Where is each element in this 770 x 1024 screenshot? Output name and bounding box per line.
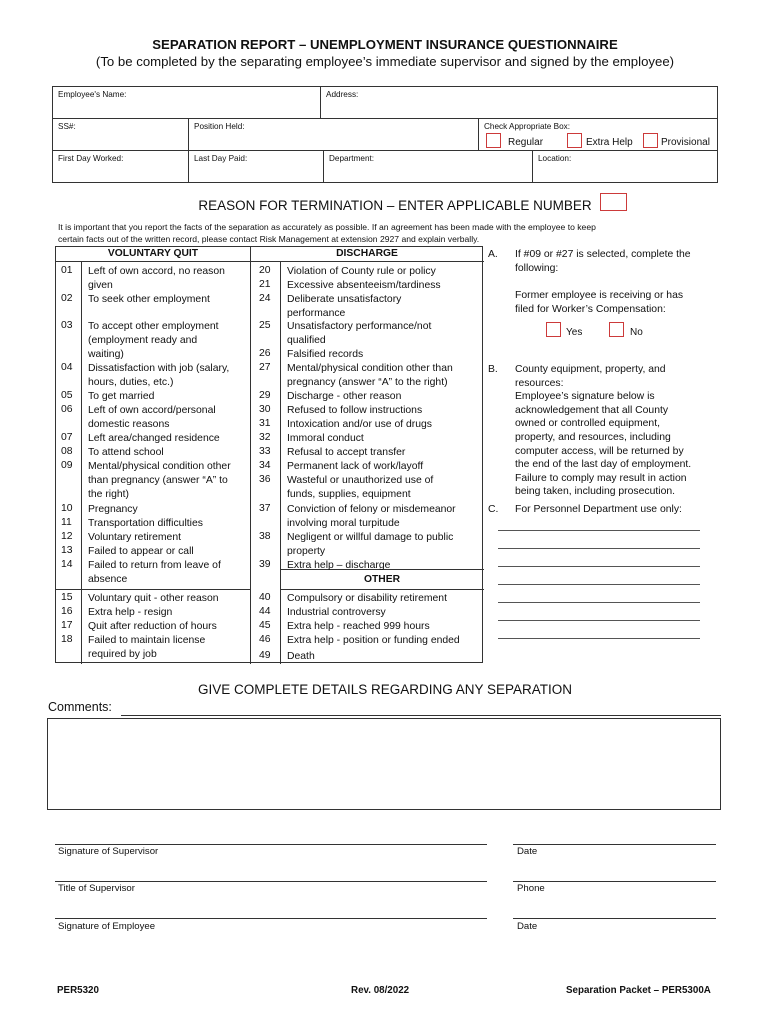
voluntary-reason-line: the right) <box>88 488 130 500</box>
first-day-field[interactable] <box>53 151 189 182</box>
section-a-former-line: Former employee is receiving or has <box>515 290 684 301</box>
voluntary-code: 08 <box>61 446 73 457</box>
voluntary-code: 07 <box>61 432 73 443</box>
location-label: Location: <box>538 154 572 163</box>
location-field[interactable] <box>533 151 717 182</box>
voluntary-reason <box>88 606 248 620</box>
last-day-field[interactable] <box>189 151 324 182</box>
voluntary-reason-line: Quit after reduction of hours <box>88 621 217 632</box>
other-reason <box>287 592 483 606</box>
comments-textarea[interactable] <box>47 718 721 810</box>
table-divider <box>280 261 281 664</box>
supervisor-signature-label: Signature of Supervisor <box>58 846 159 857</box>
discharge-reason-line: Immoral conduct <box>287 433 364 444</box>
voluntary-reason-line: required by job <box>88 648 157 660</box>
discharge-reason-line: Intoxication and/or use of drugs <box>287 419 432 430</box>
voluntary-code: 10 <box>61 503 73 514</box>
reason-title: REASON FOR TERMINATION – ENTER APPLICABLE NUMBER <box>198 198 592 213</box>
other-reason <box>287 606 483 620</box>
discharge-code: 26 <box>259 348 271 359</box>
voluntary-reason-line: Failed to appear or call <box>88 546 194 557</box>
voluntary-code: 12 <box>61 531 73 542</box>
discharge-reason <box>287 362 483 390</box>
address-label: Address: <box>326 90 359 99</box>
other-reason-line: Compulsory or disability retirement <box>287 593 447 604</box>
voluntary-reason <box>88 592 248 606</box>
other-code: 44 <box>259 606 271 617</box>
personnel-use-line[interactable] <box>498 530 700 531</box>
discharge-code: 36 <box>259 474 271 485</box>
section-b-line: resources: <box>515 377 564 389</box>
discharge-code: 21 <box>259 279 271 290</box>
voluntary-reason <box>88 362 248 390</box>
voluntary-reason-line: To get married <box>88 391 155 402</box>
discharge-reason-line: Refused to follow instructions <box>287 405 423 416</box>
discharge-reason-line: Refusal to accept transfer <box>287 447 406 458</box>
discharge-reason-line: Falsified records <box>287 349 364 360</box>
voluntary-reason <box>88 517 248 531</box>
section-b-line: County equipment, property, and <box>515 364 666 375</box>
discharge-reason <box>287 503 483 531</box>
employee-name-label: Employee's Name: <box>58 90 127 99</box>
reason-code-table <box>55 246 483 663</box>
section-a-letter: A. <box>488 249 498 260</box>
voluntary-reason <box>88 404 248 432</box>
employee-signature-label: Signature of Employee <box>58 921 156 932</box>
form-title: SEPARATION REPORT – UNEMPLOYMENT INSURANCE QUESTIONNAIRE <box>152 37 618 52</box>
table-divider <box>280 589 484 590</box>
section-a-line: following: <box>515 262 559 274</box>
department-field[interactable] <box>324 151 533 182</box>
voluntary-code: 18 <box>61 634 73 645</box>
discharge-code: 20 <box>259 265 271 276</box>
voluntary-reason <box>88 265 248 293</box>
voluntary-reason-line: Failed to return from leave of <box>88 560 221 571</box>
extra-help-label: Extra Help <box>586 137 633 148</box>
section-b-line: owned or controlled equipment, <box>515 418 660 430</box>
other-reason-line: Industrial controversy <box>287 607 386 618</box>
other-code: 40 <box>259 592 271 603</box>
discharge-reason-line: involving moral turpitude <box>287 517 400 529</box>
provisional-checkbox[interactable] <box>643 133 658 148</box>
other-reason <box>287 620 483 634</box>
other-reason-line: Extra help - position or funding ended <box>287 635 460 646</box>
employee-info-grid <box>52 86 718 183</box>
section-a-line: If #09 or #27 is selected, complete the <box>515 249 691 260</box>
voluntary-reason-line: To accept other employment <box>88 321 219 332</box>
position-field[interactable] <box>189 119 479 151</box>
discharge-reason-line: qualified <box>287 334 326 346</box>
section-b-line: Failure to comply may result in action <box>515 472 687 484</box>
voluntary-code: 03 <box>61 320 73 331</box>
discharge-reason <box>287 320 483 348</box>
supervisor-signature-line[interactable] <box>55 844 487 845</box>
discharge-reason-line: Permanent lack of work/layoff <box>287 461 424 472</box>
reason-note-line-1: It is important that you report the facts of the separation as accurately as possible. If an agreement has been made with the employee to keep <box>58 222 596 232</box>
personnel-use-line[interactable] <box>498 548 700 549</box>
regular-checkbox[interactable] <box>486 133 501 148</box>
employee-name-field[interactable] <box>53 87 321 119</box>
date-line-1[interactable] <box>513 844 716 845</box>
discharge-reason <box>287 279 483 293</box>
voluntary-reason-line: hours, duties, etc.) <box>88 376 174 388</box>
voluntary-code: 05 <box>61 390 73 401</box>
yes-label: Yes <box>566 327 583 338</box>
discharge-reason <box>287 418 483 432</box>
personnel-use-line[interactable] <box>498 602 700 603</box>
personnel-use-line[interactable] <box>498 566 700 567</box>
footer-revision: Rev. 08/2022 <box>351 985 410 996</box>
other-header: OTHER <box>363 574 401 585</box>
personnel-use-line[interactable] <box>498 638 700 639</box>
voluntary-reason <box>88 559 248 587</box>
discharge-code: 29 <box>259 390 271 401</box>
voluntary-reason-line: (employment ready and <box>88 334 198 346</box>
section-a-text <box>515 248 691 275</box>
date-line-2[interactable] <box>513 918 716 919</box>
other-code: 46 <box>259 634 271 645</box>
discharge-reason-line: Unsatisfactory performance/not <box>287 321 432 332</box>
table-divider <box>81 261 82 664</box>
other-reason <box>287 650 483 664</box>
provisional-label: Provisional <box>661 137 710 148</box>
voluntary-reason-line: Left of own accord/personal <box>88 405 216 416</box>
voluntary-code: 15 <box>61 592 73 603</box>
section-b-line: Employee’s signature below is <box>515 391 655 403</box>
discharge-reason-line: Mental/physical condition other than <box>287 363 453 374</box>
discharge-code: 33 <box>259 446 271 457</box>
discharge-reason-line: funds, supplies, equipment <box>287 488 411 500</box>
voluntary-code: 04 <box>61 362 73 373</box>
section-c-text: For Personnel Department use only: <box>515 504 682 515</box>
voluntary-code: 09 <box>61 460 73 471</box>
voluntary-reason <box>88 460 248 501</box>
employee-signature-line[interactable] <box>55 918 487 919</box>
first-day-label: First Day Worked: <box>58 154 124 163</box>
employment-type-field <box>479 119 717 151</box>
section-a-former-line: filed for Worker’s Compensation: <box>515 303 666 315</box>
voluntary-reason-line: Dissatisfaction with job (salary, <box>88 363 230 374</box>
discharge-code: 31 <box>259 418 271 429</box>
discharge-code: 24 <box>259 293 271 304</box>
reason-note <box>58 221 718 245</box>
voluntary-reason-line: Voluntary retirement <box>88 532 181 543</box>
ss-field[interactable] <box>53 119 189 151</box>
section-c-letter: C. <box>488 504 499 515</box>
discharge-code: 38 <box>259 531 271 542</box>
voluntary-code: 14 <box>61 559 73 570</box>
reason-number-box[interactable] <box>600 193 627 211</box>
voluntary-reason-line: Voluntary quit - other reason <box>88 593 219 604</box>
discharge-code: 25 <box>259 320 271 331</box>
reason-note-line-2: certain facts out of the written record, please contact Risk Management at extension 2927 and explain verbally. <box>58 234 480 244</box>
table-divider <box>56 261 484 262</box>
voluntary-code: 16 <box>61 606 73 617</box>
discharge-code: 37 <box>259 503 271 514</box>
section-b-line: the end of the last day of employment. <box>515 459 692 471</box>
discharge-reason <box>287 265 483 279</box>
comments-underline <box>121 715 721 716</box>
voluntary-reason-line: Left of own accord, no reason <box>88 266 225 277</box>
discharge-reason <box>287 559 483 573</box>
voluntary-code: 02 <box>61 293 73 304</box>
section-b-text <box>515 363 691 499</box>
phone-label: Phone <box>517 883 545 894</box>
discharge-reason-line: Violation of County rule or policy <box>287 266 436 277</box>
no-label: No <box>630 327 643 338</box>
discharge-reason <box>287 460 483 474</box>
table-divider <box>250 247 251 664</box>
discharge-code: 39 <box>259 559 271 570</box>
date-label-2: Date <box>517 921 538 932</box>
discharge-reason <box>287 474 483 502</box>
regular-label: Regular <box>508 137 544 148</box>
form-subtitle: (To be completed by the separating employee’s immediate supervisor and signed by the employee) <box>95 54 675 69</box>
section-b-line: computer access, will be returned by <box>515 445 684 457</box>
position-label: Position Held: <box>194 122 245 131</box>
no-checkbox[interactable] <box>609 322 624 337</box>
discharge-reason-line: performance <box>287 307 346 319</box>
section-b-line: property, and resources, including <box>515 431 671 443</box>
check-box-label: Check Appropriate Box: <box>484 122 571 131</box>
footer-packet: Separation Packet – PER5300A <box>566 985 711 996</box>
voluntary-reason <box>88 620 248 634</box>
extra-help-checkbox[interactable] <box>567 133 582 148</box>
personnel-use-line[interactable] <box>498 620 700 621</box>
section-b-letter: B. <box>488 364 498 375</box>
supervisor-title-label: Title of Supervisor <box>58 883 135 894</box>
other-reason-line: Extra help - reached 999 hours <box>287 621 430 632</box>
details-title: GIVE COMPLETE DETAILS REGARDING ANY SEPARATION <box>197 682 573 697</box>
date-label-1: Date <box>517 846 538 857</box>
discharge-reason <box>287 293 483 321</box>
footer-form-number: PER5320 <box>57 985 99 996</box>
voluntary-reason-line: Pregnancy <box>88 504 138 515</box>
section-b-line: acknowledgement that all County <box>515 404 669 416</box>
voluntary-reason <box>88 503 248 517</box>
discharge-reason-line: property <box>287 545 326 557</box>
discharge-reason-line: Conviction of felony or misdemeanor <box>287 504 456 515</box>
voluntary-reason-line: Mental/physical condition other <box>88 461 231 472</box>
discharge-reason <box>287 432 483 446</box>
voluntary-reason <box>88 432 248 446</box>
voluntary-quit-header: VOLUNTARY QUIT <box>107 248 199 259</box>
address-field[interactable] <box>321 87 717 119</box>
other-code: 45 <box>259 620 271 631</box>
other-reason-line: Death <box>287 651 315 662</box>
discharge-reason <box>287 404 483 418</box>
voluntary-reason-line: given <box>88 279 113 291</box>
voluntary-reason-line: Failed to maintain license <box>88 635 206 646</box>
discharge-reason-line: Excessive absenteeism/tardiness <box>287 280 441 291</box>
discharge-code: 32 <box>259 432 271 443</box>
discharge-code: 34 <box>259 460 271 471</box>
other-code: 49 <box>259 650 271 661</box>
voluntary-code: 11 <box>61 517 72 528</box>
voluntary-reason-line: Extra help - resign <box>88 607 173 618</box>
discharge-reason-line: pregnancy (answer “A” to the right) <box>287 376 448 388</box>
discharge-reason-line: Extra help – discharge <box>287 560 391 571</box>
voluntary-reason-line: Transportation difficulties <box>88 518 203 529</box>
yes-checkbox[interactable] <box>546 322 561 337</box>
voluntary-reason-line: To seek other employment <box>88 294 210 305</box>
voluntary-reason <box>88 545 248 559</box>
discharge-header: DISCHARGE <box>336 248 398 259</box>
voluntary-reason-line: Left area/changed residence <box>88 433 220 444</box>
section-a-former <box>515 289 683 316</box>
section-b-line: being taken, including prosecution. <box>515 486 676 498</box>
discharge-code: 30 <box>259 404 271 415</box>
discharge-reason <box>287 531 483 559</box>
voluntary-reason-line: absence <box>88 573 128 585</box>
discharge-reason <box>287 348 483 362</box>
personnel-use-line[interactable] <box>498 584 700 585</box>
supervisor-title-line[interactable] <box>55 881 487 882</box>
discharge-reason-line: Deliberate unsatisfactory <box>287 294 402 305</box>
phone-line[interactable] <box>513 881 716 882</box>
discharge-reason-line: Negligent or willful damage to public <box>287 532 454 543</box>
discharge-reason <box>287 390 483 404</box>
discharge-reason <box>287 446 483 460</box>
voluntary-code: 13 <box>61 545 73 556</box>
discharge-reason-line: Wasteful or unauthorized use of <box>287 475 434 486</box>
discharge-reason-line: Discharge - other reason <box>287 391 402 402</box>
voluntary-reason-line: domestic reasons <box>88 418 170 430</box>
comments-label: Comments: <box>48 700 112 714</box>
voluntary-reason <box>88 446 248 460</box>
discharge-code: 27 <box>259 362 271 373</box>
last-day-label: Last Day Paid: <box>194 154 248 163</box>
voluntary-reason-line: waiting) <box>88 348 124 360</box>
table-divider <box>56 589 250 590</box>
other-reason <box>287 634 483 648</box>
voluntary-reason-line: To attend school <box>88 447 164 458</box>
voluntary-reason <box>88 531 248 545</box>
voluntary-code: 17 <box>61 620 73 631</box>
voluntary-reason <box>88 634 248 662</box>
voluntary-reason <box>88 320 248 361</box>
voluntary-code: 06 <box>61 404 73 415</box>
voluntary-code: 01 <box>61 265 73 276</box>
department-label: Department: <box>329 154 375 163</box>
voluntary-reason <box>88 293 248 307</box>
voluntary-reason-line: than pregnancy (answer “A” to <box>88 474 228 486</box>
ss-label: SS#: <box>58 122 76 131</box>
voluntary-reason <box>88 390 248 404</box>
